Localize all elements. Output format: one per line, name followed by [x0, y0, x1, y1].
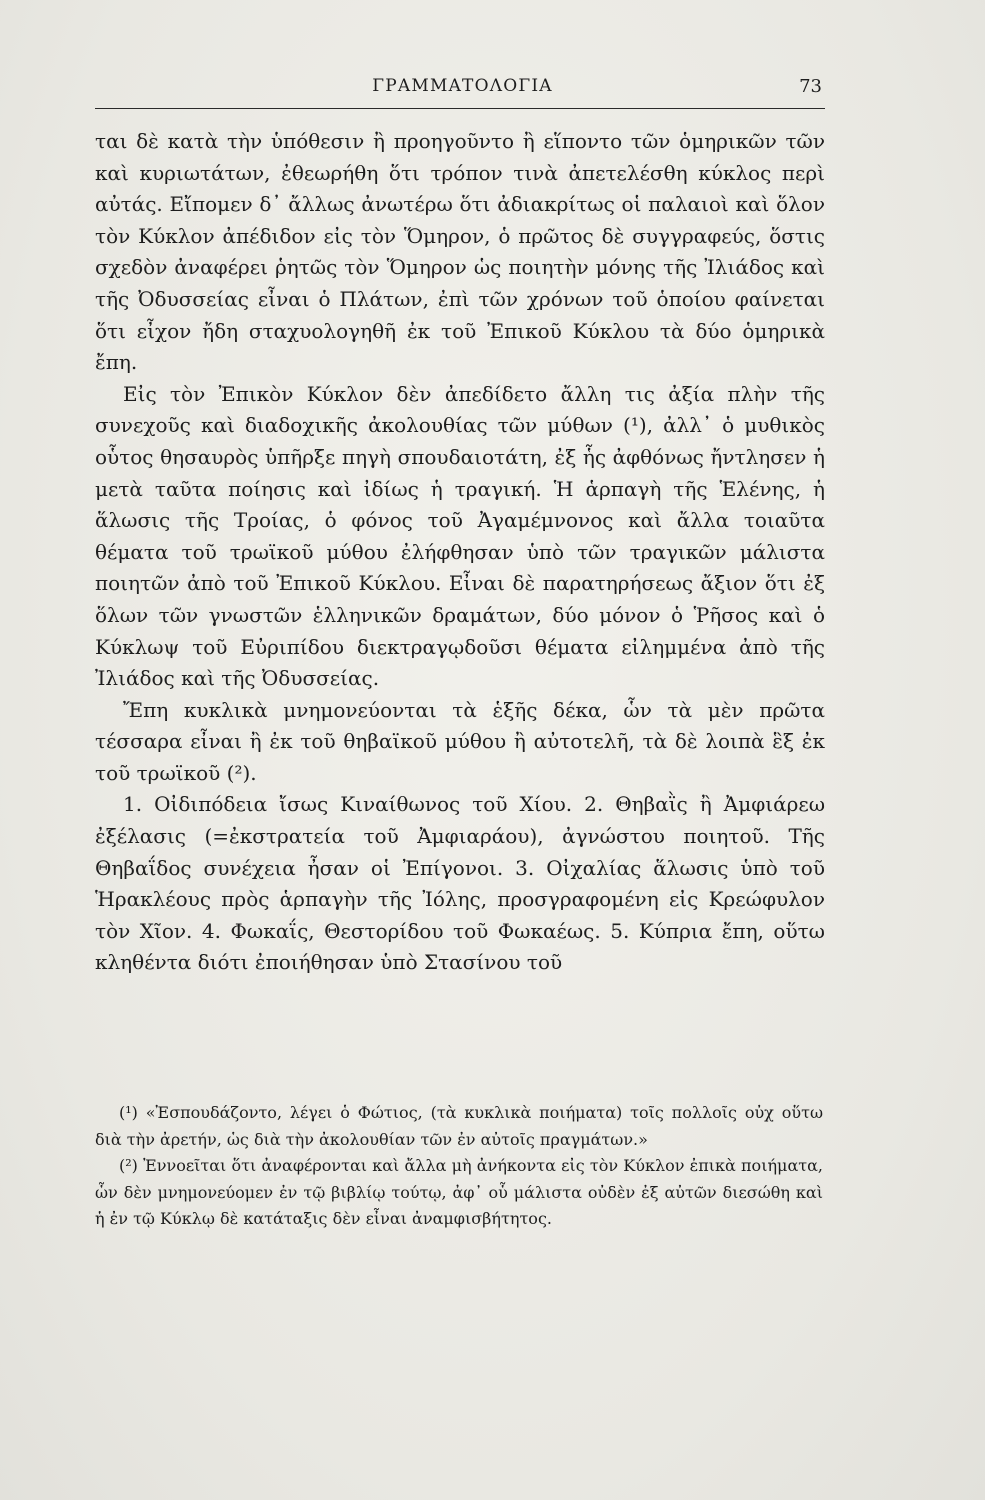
paragraph-4: 1. Οἰδιπόδεια ἴσως Κιναίθωνος τοῦ Χίου. 2. Θηβαῒς ἢ Ἀμφιάρεω ἐξέλασις (=ἐκστρατεία τοῦ Ἀμφιαράου), ἀγνώστου ποιητοῦ. Τῆς Θηβαΐδος συνέχεια ἦσαν οἱ Ἐπίγονοι. 3. Οἰχαλίας ἅλωσις ὑπὸ τοῦ Ἡρακλέους πρὸς ἁρπαγὴν τῆς Ἰόλης, προσγραφομένη εἰς Κρεώφυλον τὸν Χῖον. 4. Φωκαΐς, Θεστορίδου τοῦ Φωκαέως. 5. Κύπρια ἔπη, οὕτω κληθέντα διότι ἐποιήθησαν ὑπὸ Στασίνου τοῦ: [95, 792, 825, 975]
footnotes: [95, 1100, 823, 1233]
paragraph-1: ται δὲ κατὰ τὴν ὑπόθεσιν ἢ προηγοῦντο ἢ εἵποντο τῶν ὁμηρικῶν τῶν καὶ κυριωτάτων, ἐθεωρήθη ὅτι τρόπον τινὰ ἀπετελέσθη κύκλος περὶ αὐτάς. Εἴπομεν δ᾽ ἄλλως ἀνωτέρω ὅτι ἀδιακρίτως οἱ παλαιοὶ καὶ ὅλον τὸν Κύκλον ἀπέδιδον εἰς τὸν Ὅμηρον, ὁ πρῶτος δὲ συγγραφεύς, ὅστις σχεδὸν ἀναφέρει ῥητῶς τὸν Ὅμηρον ὡς ποιητὴν μόνης τῆς Ἰλιάδος καὶ τῆς Ὀδυσσείας εἶναι ὁ Πλάτων, ἐπὶ τῶν χρόνων τοῦ ὁποίου φαίνεται ὅτι εἶχον ἤδη σταχυολογηθῆ ἐκ τοῦ Ἐπικοῦ Κύκλου τὰ δύο ὁμηρικὰ ἔπη.: [95, 129, 825, 375]
footnote-1: (¹) «Ἐσπουδάζοντο, λέγει ὁ Φώτιος, (τὰ κυκλικὰ ποιήματα) τοῖς πολλοῖς οὐχ οὕτω διὰ τὴν ἀρετήν, ὡς διὰ τὴν ἀκολουθίαν τῶν ἐν αὐτοῖς πραγμάτων.»: [95, 1103, 823, 1149]
page-number: 73: [799, 76, 822, 97]
paragraph-2: Εἰς τὸν Ἐπικὸν Κύκλον δὲν ἀπεδίδετο ἄλλη τις ἀξία πλὴν τῆς συνεχοῦς καὶ διαδοχικῆς ἀκολουθίας τῶν μύθων (¹), ἀλλ᾽ ὁ μυθικὸς οὗτος θησαυρὸς ὑπῆρξε πηγὴ σπουδαιοτάτη, ἐξ ἧς ἀφθόνως ἤντλησεν ἡ μετὰ ταῦτα ποίησις καὶ ἰδίως ἡ τραγική. Ἡ ἁρπαγὴ τῆς Ἑλένης, ἡ ἅλωσις τῆς Τροίας, ὁ φόνος τοῦ Ἀγαμέμνονος καὶ ἄλλα τοιαῦτα θέματα τοῦ τρωϊκοῦ μύθου ἐλήφθησαν ὑπὸ τῶν τραγικῶν μάλιστα ποιητῶν ἀπὸ τοῦ Ἐπικοῦ Κύκλου. Εἶναι δὲ παρατηρήσεως ἄξιον ὅτι ἐξ ὅλων τῶν γνωστῶν ἑλληνικῶν δραμάτων, δύο μόνον ὁ Ῥῆσος καὶ ὁ Κύκλωψ τοῦ Εὐριπίδου διεκτραγῳδοῦσι θέματα εἰλημμένα ἀπὸ τῆς Ἰλιάδος καὶ τῆς Ὀδυσσείας.: [95, 381, 825, 691]
header-rule: [95, 108, 825, 109]
main-text: [95, 126, 825, 979]
running-title: ΓΡΑΜΜΑΤΟΛΟΓΙΑ: [372, 76, 553, 96]
running-head: [95, 76, 830, 102]
footnote-2: (²) Ἐννοεῖται ὅτι ἀναφέρονται καὶ ἄλλα μὴ ἀνήκοντα εἰς τὸν Κύκλον ἐπικὰ ποιήματα, ὧν δὲν μνημονεύομεν ἐν τῷ βιβλίῳ τούτῳ, ἀφ᾽ οὗ μάλιστα οὐδὲν ἐξ αὐτῶν διεσώθη καὶ ἡ ἐν τῷ Κύκλῳ δὲ κατάταξις δὲν εἶναι ἀναμφισβήτητος.: [95, 1156, 823, 1229]
paragraph-3: Ἔπη κυκλικὰ μνημονεύονται τὰ ἑξῆς δέκα, ὧν τὰ μὲν πρῶτα τέσσαρα εἶναι ἢ ἐκ τοῦ θηβαϊκοῦ μύθου ἢ αὐτοτελῆ, τὰ δὲ λοιπὰ ἓξ ἐκ τοῦ τρωϊκοῦ (²).: [95, 697, 825, 785]
